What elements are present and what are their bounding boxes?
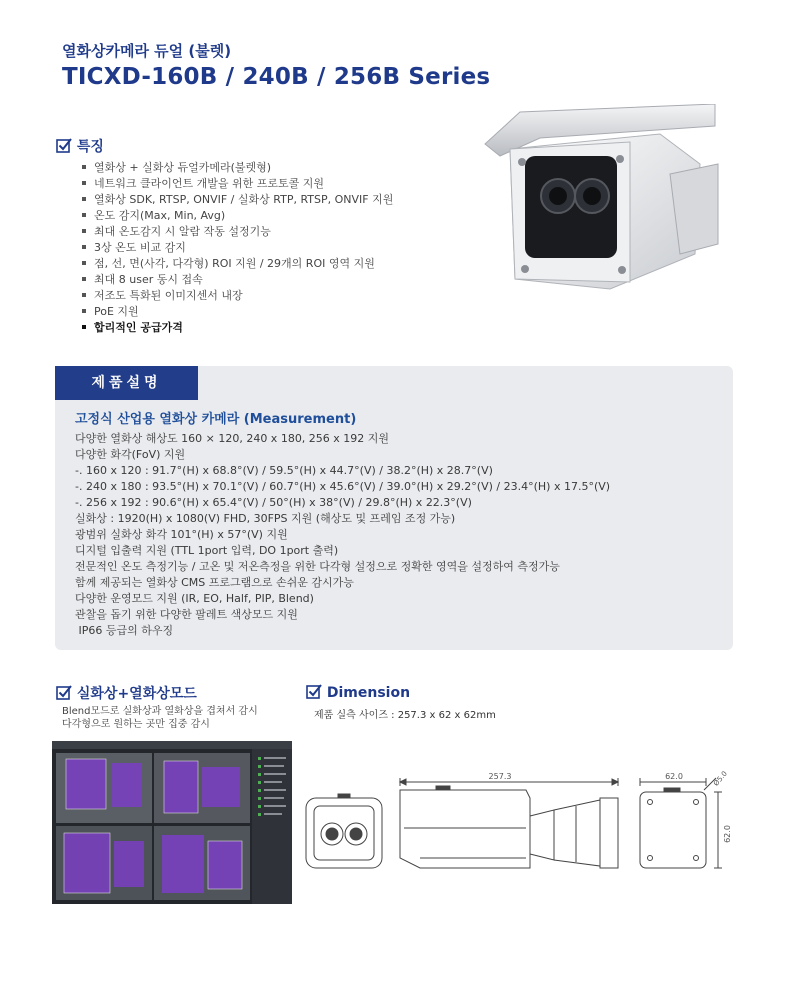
width-dimension-label: 62.0 [665,772,683,781]
bullet-icon [82,197,86,201]
dimension-drawing [300,768,740,888]
list-item: 디지털 입출력 지원 (TTL 1port 입력, DO 1port 출력) [75,544,339,557]
list-item: -. 256 x 192 : 90.6°(H) x 65.4°(V) / 50°(H) x 38°(V) / 29.8°(H) x 22.3°(V) [75,496,472,509]
description-heading: 고정식 산업용 열화상 카메라 (Measurement) [75,412,357,427]
checkbox-checked-icon [56,137,72,153]
product-subtitle: 열화상카메라 듀얼 (불렛) [62,42,232,60]
product-title: TICXD-160B / 240B / 256B Series [62,64,491,90]
bullet-icon [82,261,86,265]
features-list [80,160,393,336]
list-item: 최대 8 user 동시 접속 [80,272,393,288]
list-item: 열화상 SDK, RTSP, ONVIF / 실화상 RTP, RTSP, ONVIF 지원 [80,192,393,208]
features-heading-text: 특징 [76,139,104,155]
list-item: PoE 지원 [80,304,393,320]
list-item: -. 240 x 180 : 93.5°(H) x 70.1°(V) / 60.7°(H) x 45.6°(V) / 39.0°(H) x 29.2°(V) / 23.4°(H) x 17.5°(V) [75,480,611,493]
list-item: 실화상 : 1920(H) x 1080(V) FHD, 30FPS 지원 (해상도 및 프레임 조정 가능) [75,512,456,525]
bullet-icon [82,293,86,297]
bullet-icon [82,165,86,169]
bullet-icon [82,181,86,185]
list-item: 열화상 + 실화상 듀얼카메라(불렛형) [80,160,393,176]
rear-view-drawing [640,778,722,868]
features-heading [56,136,104,156]
description-tab: 제품설명 [55,366,198,400]
bullet-icon [82,309,86,313]
height-dimension-label: 62.0 [723,825,732,843]
list-item-strong: 합리적인 공급가격 [80,320,393,336]
list-item: 다양한 운영모드 지원 (IR, EO, Half, PIP, Blend) [75,592,314,605]
list-item: 최대 온도감지 시 알람 작동 설정기능 [80,224,393,240]
checkbox-checked-icon [306,683,322,699]
list-item: -. 160 x 120 : 91.7°(H) x 68.8°(V) / 59.5°(H) x 44.7°(V) / 38.2°(H) x 28.7°(V) [75,464,493,477]
list-item: 3상 온도 비교 감지 [80,240,393,256]
mode-heading [56,683,197,703]
mode-heading-text: 실화상+열화상모드 [76,686,197,702]
mode-description [62,705,302,731]
bullet-camera-image [480,104,720,304]
bullet-icon [82,277,86,281]
list-item: 광범위 실화상 화각 101°(H) x 57°(V) 지원 [75,528,288,541]
list-item: 전문적인 온도 측정기능 / 고온 및 저온측정을 위한 다각형 설정으로 정확한 영역을 설정하여 측정가능 [75,560,560,573]
front-view-drawing [306,794,382,868]
list-item: 네트워크 클라이언트 개발을 위한 프로토콜 지원 [80,176,393,192]
list-item: 점, 선, 면(사각, 다각형) ROI 지원 / 29개의 ROI 영역 지원 [80,256,393,272]
bullet-icon [82,213,86,217]
bullet-icon [82,245,86,249]
checkbox-checked-icon [56,684,72,700]
mode-description-line: Blend모드로 실화상과 열화상을 겹쳐서 감시 [62,706,258,717]
description-lines [75,431,610,639]
list-item: 함께 제공되는 열화상 CMS 프로그램으로 손쉬운 감시가능 [75,576,354,589]
list-item: 다양한 화각(FoV) 지원 [75,448,186,461]
diameter-dimension-label: Ø5.0 [712,769,729,788]
list-item: 온도 감지(Max, Min, Avg) [80,208,393,224]
bullet-icon [82,229,86,233]
mode-description-line: 다각형으로 원하는 곳만 집중 감시 [62,719,210,730]
list-item: 다양한 열화상 해상도 160 × 120, 240 x 180, 256 x 192 지원 [75,432,390,445]
dimension-heading-text: Dimension [326,685,411,701]
list-item: 저조도 특화된 이미지센서 내장 [80,288,393,304]
length-dimension-label: 257.3 [488,772,512,781]
list-item: IP66 등급의 하우징 [75,624,174,637]
bullet-icon [82,325,86,329]
dimension-size-text: 제품 실측 사이즈 : 257.3 x 62 x 62mm [314,710,496,721]
cms-screenshot-image [52,741,292,904]
list-item: 관찰을 돕기 위한 다양한 팔레트 색상모드 지원 [75,608,298,621]
dimension-heading [306,683,410,701]
side-view-drawing [400,778,618,868]
